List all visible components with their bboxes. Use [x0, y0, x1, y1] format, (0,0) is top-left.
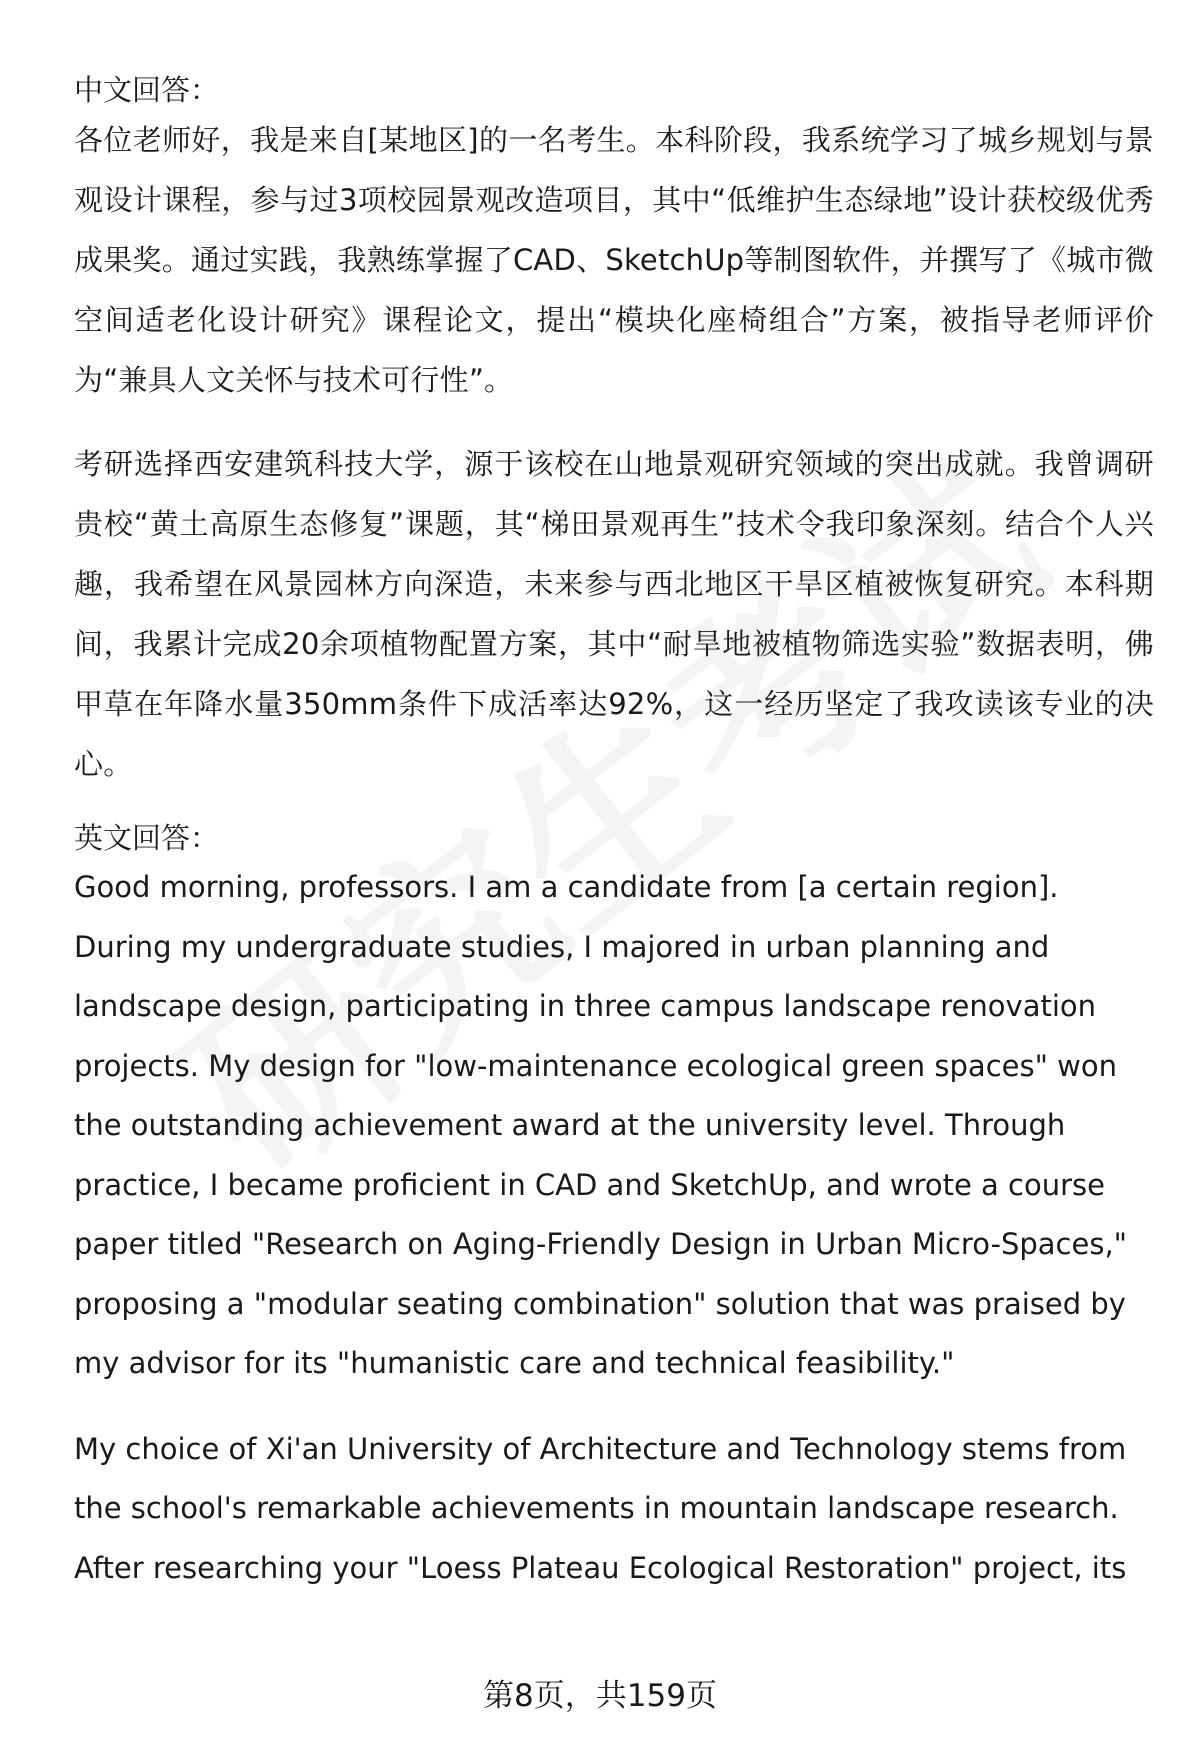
en-paragraph-2: My choice of Xi'an University of Architecture and Technology stems from the school's remarkable achievements in mountain landscape research. After researching your "Loess Plateau Ecological Restoration" project, its: [74, 1431, 1127, 1585]
zh-paragraph-2: 考研选择西安建筑科技大学，源于该校在山地景观研究领域的突出成就。我曾调研贵校“黄土高原生态修复”课题，其“梯田景观再生”技术令我印象深刻。结合个人兴趣，我希望在风景园林方向深造，未来参与西北地区干旱区植被恢复研究。本科期间，我累计完成20余项植物配置方案，其中“耐旱地被植物筛选实验”数据表明，佛甲草在年降水量350mm条件下成活率达92%，这一经历坚定了我攻读该专业的决心。: [74, 447, 1154, 781]
en-section-heading: 英文回答：: [74, 821, 220, 855]
zh-section-heading: 中文回答：: [74, 73, 220, 107]
zh-paragraph-1: 各位老师好，我是来自[某地区]的一名考生。本科阶段，我系统学习了城乡规划与景观设计课程，参与过3项校园景观改造项目，其中“低维护生态绿地”设计获校级优秀成果奖。通过实践，我熟练掌握了CAD、SketchUp等制图软件，并撰写了《城市微空间适老化设计研究》课程论文，提出“模块化座椅组合”方案，被指导老师评价为“兼具人文关怀与技术可行性”。: [74, 123, 1154, 397]
en-paragraph-1: Good morning, professors. I am a candidate from [a certain region]. During my undergraduate studies, I majored in urban planning and landscape design, participating in three campus landscape renovation projects. My design for "low-maintenance ecological green spaces" won the outstanding achievement award at the university level. Through practice, I became proficient in CAD and SketchUp, and wrote a course paper titled "Research on Aging-Friendly Design in Urban Micro-Spaces," proposing a "modular seating combination" solution that was praised by my advisor for its "humanistic care and technical feasibility.": [74, 870, 1128, 1380]
document-content: [74, 70, 1154, 1598]
page-number-footer: 第8页，共159页: [483, 1678, 717, 1714]
